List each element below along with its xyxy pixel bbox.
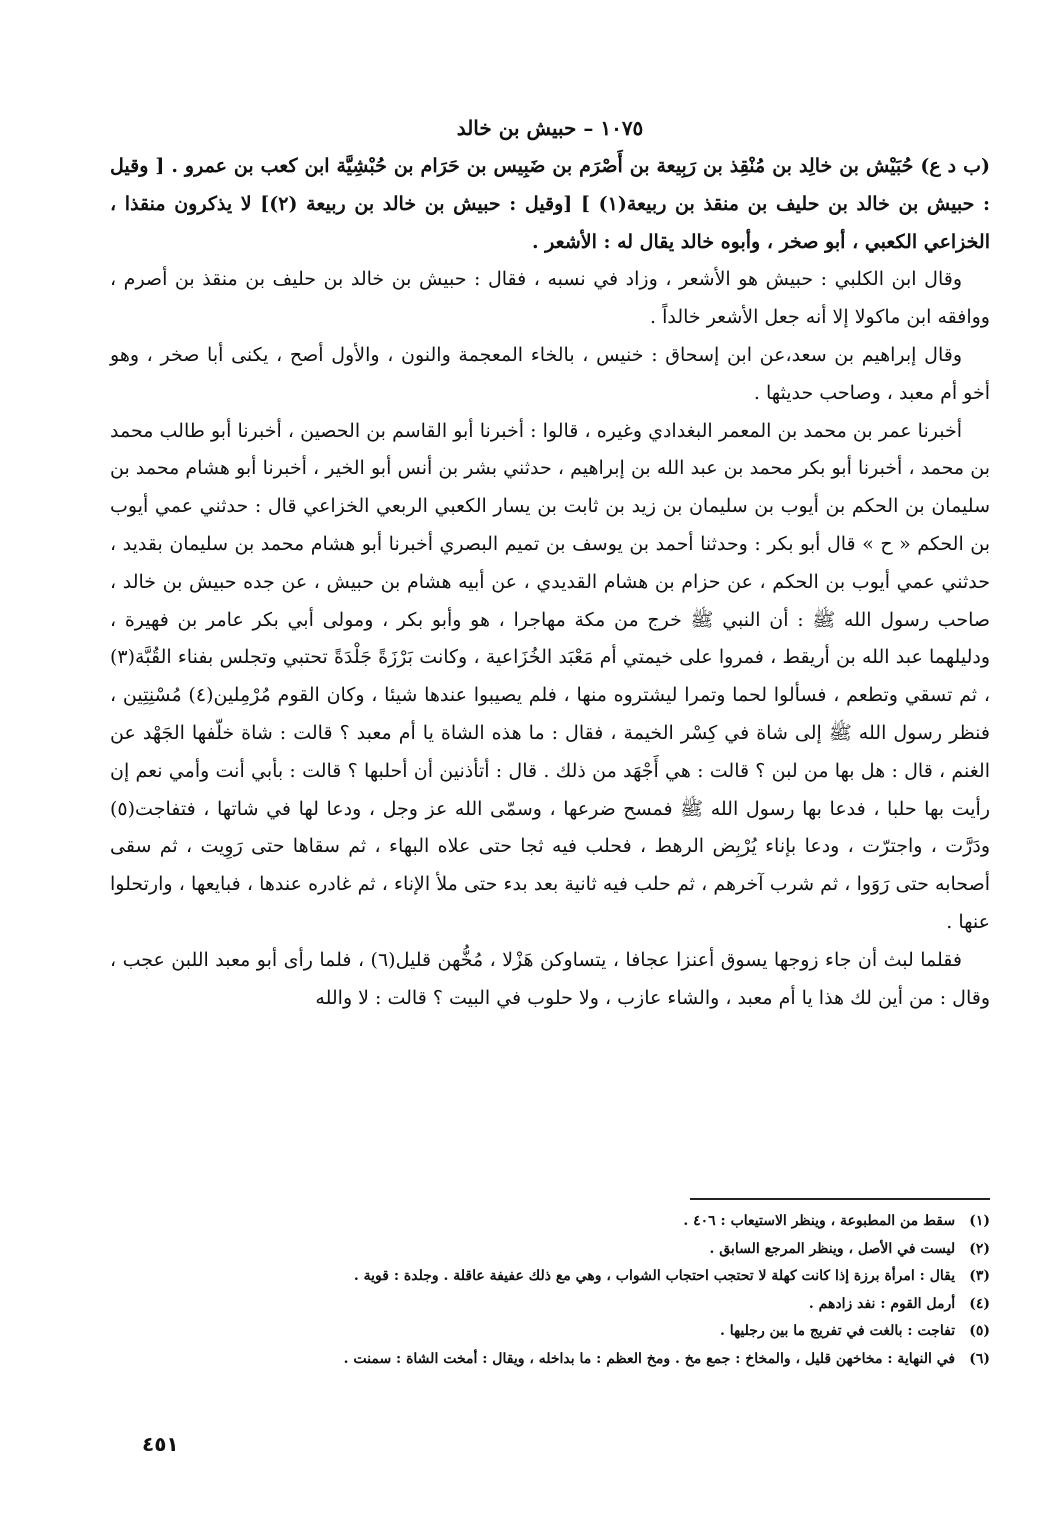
- footnote-number: (٣): [969, 1268, 990, 1284]
- footnote-4: [110, 1291, 990, 1319]
- footnote-text: سقط من المطبوعة ، وينظر الاستيعاب : ٤٠٦ .: [683, 1213, 956, 1229]
- footnote-2: [110, 1236, 990, 1264]
- paragraph-1: (ب د ع) حُبَيْش بن خالِد بن مُنْقِذ بن رَبِيعة بن أَصْرَم بن ضَبِيس بن حَرَام بن حُبْشِيَّة ابن كعب بن عمرو . [ وقيل : حبيش بن خالد بن حليف بن منقذ بن ربيعة(١) ] [وقيل : حبيش بن خالد بن ربيعة (٢)] لا يذكرون منقذا ، الخزاعي الكعبي ، أبو صخر ، وأبوه خالد يقال له : الأشعر .: [110, 155, 990, 253]
- footnote-1: [110, 1208, 990, 1236]
- footnote-text: تفاجت : بالغت في تفريج ما بين رجليها .: [719, 1323, 956, 1339]
- footnote-text: في النهاية : مخاخهن قليل ، والمخاخ : جمع مخ . ومخ العظم : ما بداخله ، ويقال : أمخت الشاة : سمنت .: [343, 1350, 956, 1367]
- footnote-number: (٢): [969, 1240, 990, 1257]
- footnote-number: (٦): [969, 1350, 990, 1367]
- footnote-3: [110, 1263, 990, 1291]
- document-page: [110, 108, 990, 1488]
- footnote-number: (١): [969, 1213, 990, 1229]
- footnote-number: (٤): [969, 1295, 990, 1312]
- footnote-5: [110, 1318, 990, 1346]
- paragraph-4: أخبرنا عمر بن محمد بن المعمر البغدادي وغيره ، قالوا : أخبرنا أبو القاسم بن الحصين ، أخبرنا أبو طالب محمد بن محمد ، أخبرنا أبو بكر محمد بن عبد الله بن إبراهيم ، حدثني بشر بن أنس أبو الخير ، أخبرنا أبو هشام محمد بن سليمان بن الحكم بن أيوب بن سليمان بن زيد بن ثابت بن يسار الكعبي الربعي الخزاعي قال : حدثني عمي أيوب بن الحكم « ح » قال أبو بكر : وحدثنا أحمد بن يوسف بن تميم البصري أخبرنا أبو هشام محمد بن سليمان بقديد ، حدثني عمي أيوب بن الحكم ، عن حزام بن هشام القديدي ، عن أبيه هشام بن حبيش ، عن جده حبيش بن خالد ، صاحب رسول الله ﷺ : أن النبي ﷺ خرج من مكة مهاجرا ، هو وأبو بكر ، ومولى أبي بكر عامر بن فهيرة ، ودليلهما عبد الله بن أريقط ، فمروا على خيمتي أم مَعْبَد الخُزَاعية ، وكانت بَرْزَةً جَلْدَةً تحتبي وتجلس بفناء القُبَّة(٣) ، ثم تسقي وتطعم ، فسألوا لحما وتمرا ليشتروه منها ، فلم يصيبوا عندها شيئا ، وكان القوم مُرْمِلين(٤) مُسْنِتِين ، فنظر رسول الله ﷺ إلى شاة في كِسْر الخيمة ، فقال : ما هذه الشاة يا أم معبد ؟ قالت : شاة خلّفها الجَهْد عن الغنم ، قال : هل بها من لبن ؟ قالت : هي أَجْهَد من ذلك . قال : أتأذنين أن أحلبها ؟ قالت : بأبي أنت وأمي نعم إن رأيت بها حلبا ، فدعا بها رسول الله ﷺ فمسح ضرعها ، وسمّى الله عز وجل ، ودعا لها في شاتها ، فتفاجت(٥) ودَرَّت ، واجترّت ، ودعا بإناء يُرْبِض الرهط ، فحلب فيه ثجا حتى علاه البهاء ، ثم سقاها حتى رَوِيت ، ثم سقى أصحابه حتى رَوَوا ، ثم شرب آخرهم ، ثم حلب فيه ثانية بعد بدء حتى ملأ الإناء ، ثم غادره عندها ، فبايعها ، وارتحلوا عنها .: [110, 419, 990, 933]
- entry-title: ١٠٧٥ – حبيش بن خالد: [456, 116, 644, 140]
- footnote-text: ليست في الأصل ، وينظر المرجع السابق .: [709, 1240, 956, 1257]
- paragraph-3: وقال إبراهيم بن سعد،عن ابن إسحاق : خنيس ، بالخاء المعجمة والنون ، والأول أصح ، يكنى أبا صخر ، وهو أخو أم معبد ، وصاحب حديثها .: [110, 343, 990, 404]
- footnotes: [110, 1208, 990, 1373]
- page-number: ٤٥١: [142, 1432, 179, 1456]
- footnote-number: (٥): [969, 1323, 990, 1339]
- paragraph-5: فقلما لبث أن جاء زوجها يسوق أعنزا عجافا ، يتساوكن هَزْلا ، مُخُّهن قليل(٦) ، فلما رأى أبو معبد اللبن عجب ، وقال : من أين لك هذا يا أم معبد ، والشاء عازب ، ولا حلوب في البيت ؟ قالت : لا والله: [110, 948, 990, 1009]
- paragraph-2: وقال ابن الكلبي : حبيش هو الأشعر ، وزاد في نسبه ، فقال : حبيش بن خالد بن حليف بن منقذ بن أصرم ، ووافقه ابن ماكولا إلا أنه جعل الأشعر خالداً .: [110, 268, 990, 329]
- main-text: [110, 148, 990, 1017]
- footnote-text: يقال : امرأة برزة إذا كانت كهلة لا تحتجب احتجاب الشواب ، وهي مع ذلك عفيفة عاقلة . وجلدة : قوية .: [353, 1268, 956, 1284]
- footnote-6: [110, 1346, 990, 1374]
- footnote-divider: [690, 1198, 990, 1200]
- footnote-text: أرمل القوم : نفد زادهم .: [808, 1295, 956, 1312]
